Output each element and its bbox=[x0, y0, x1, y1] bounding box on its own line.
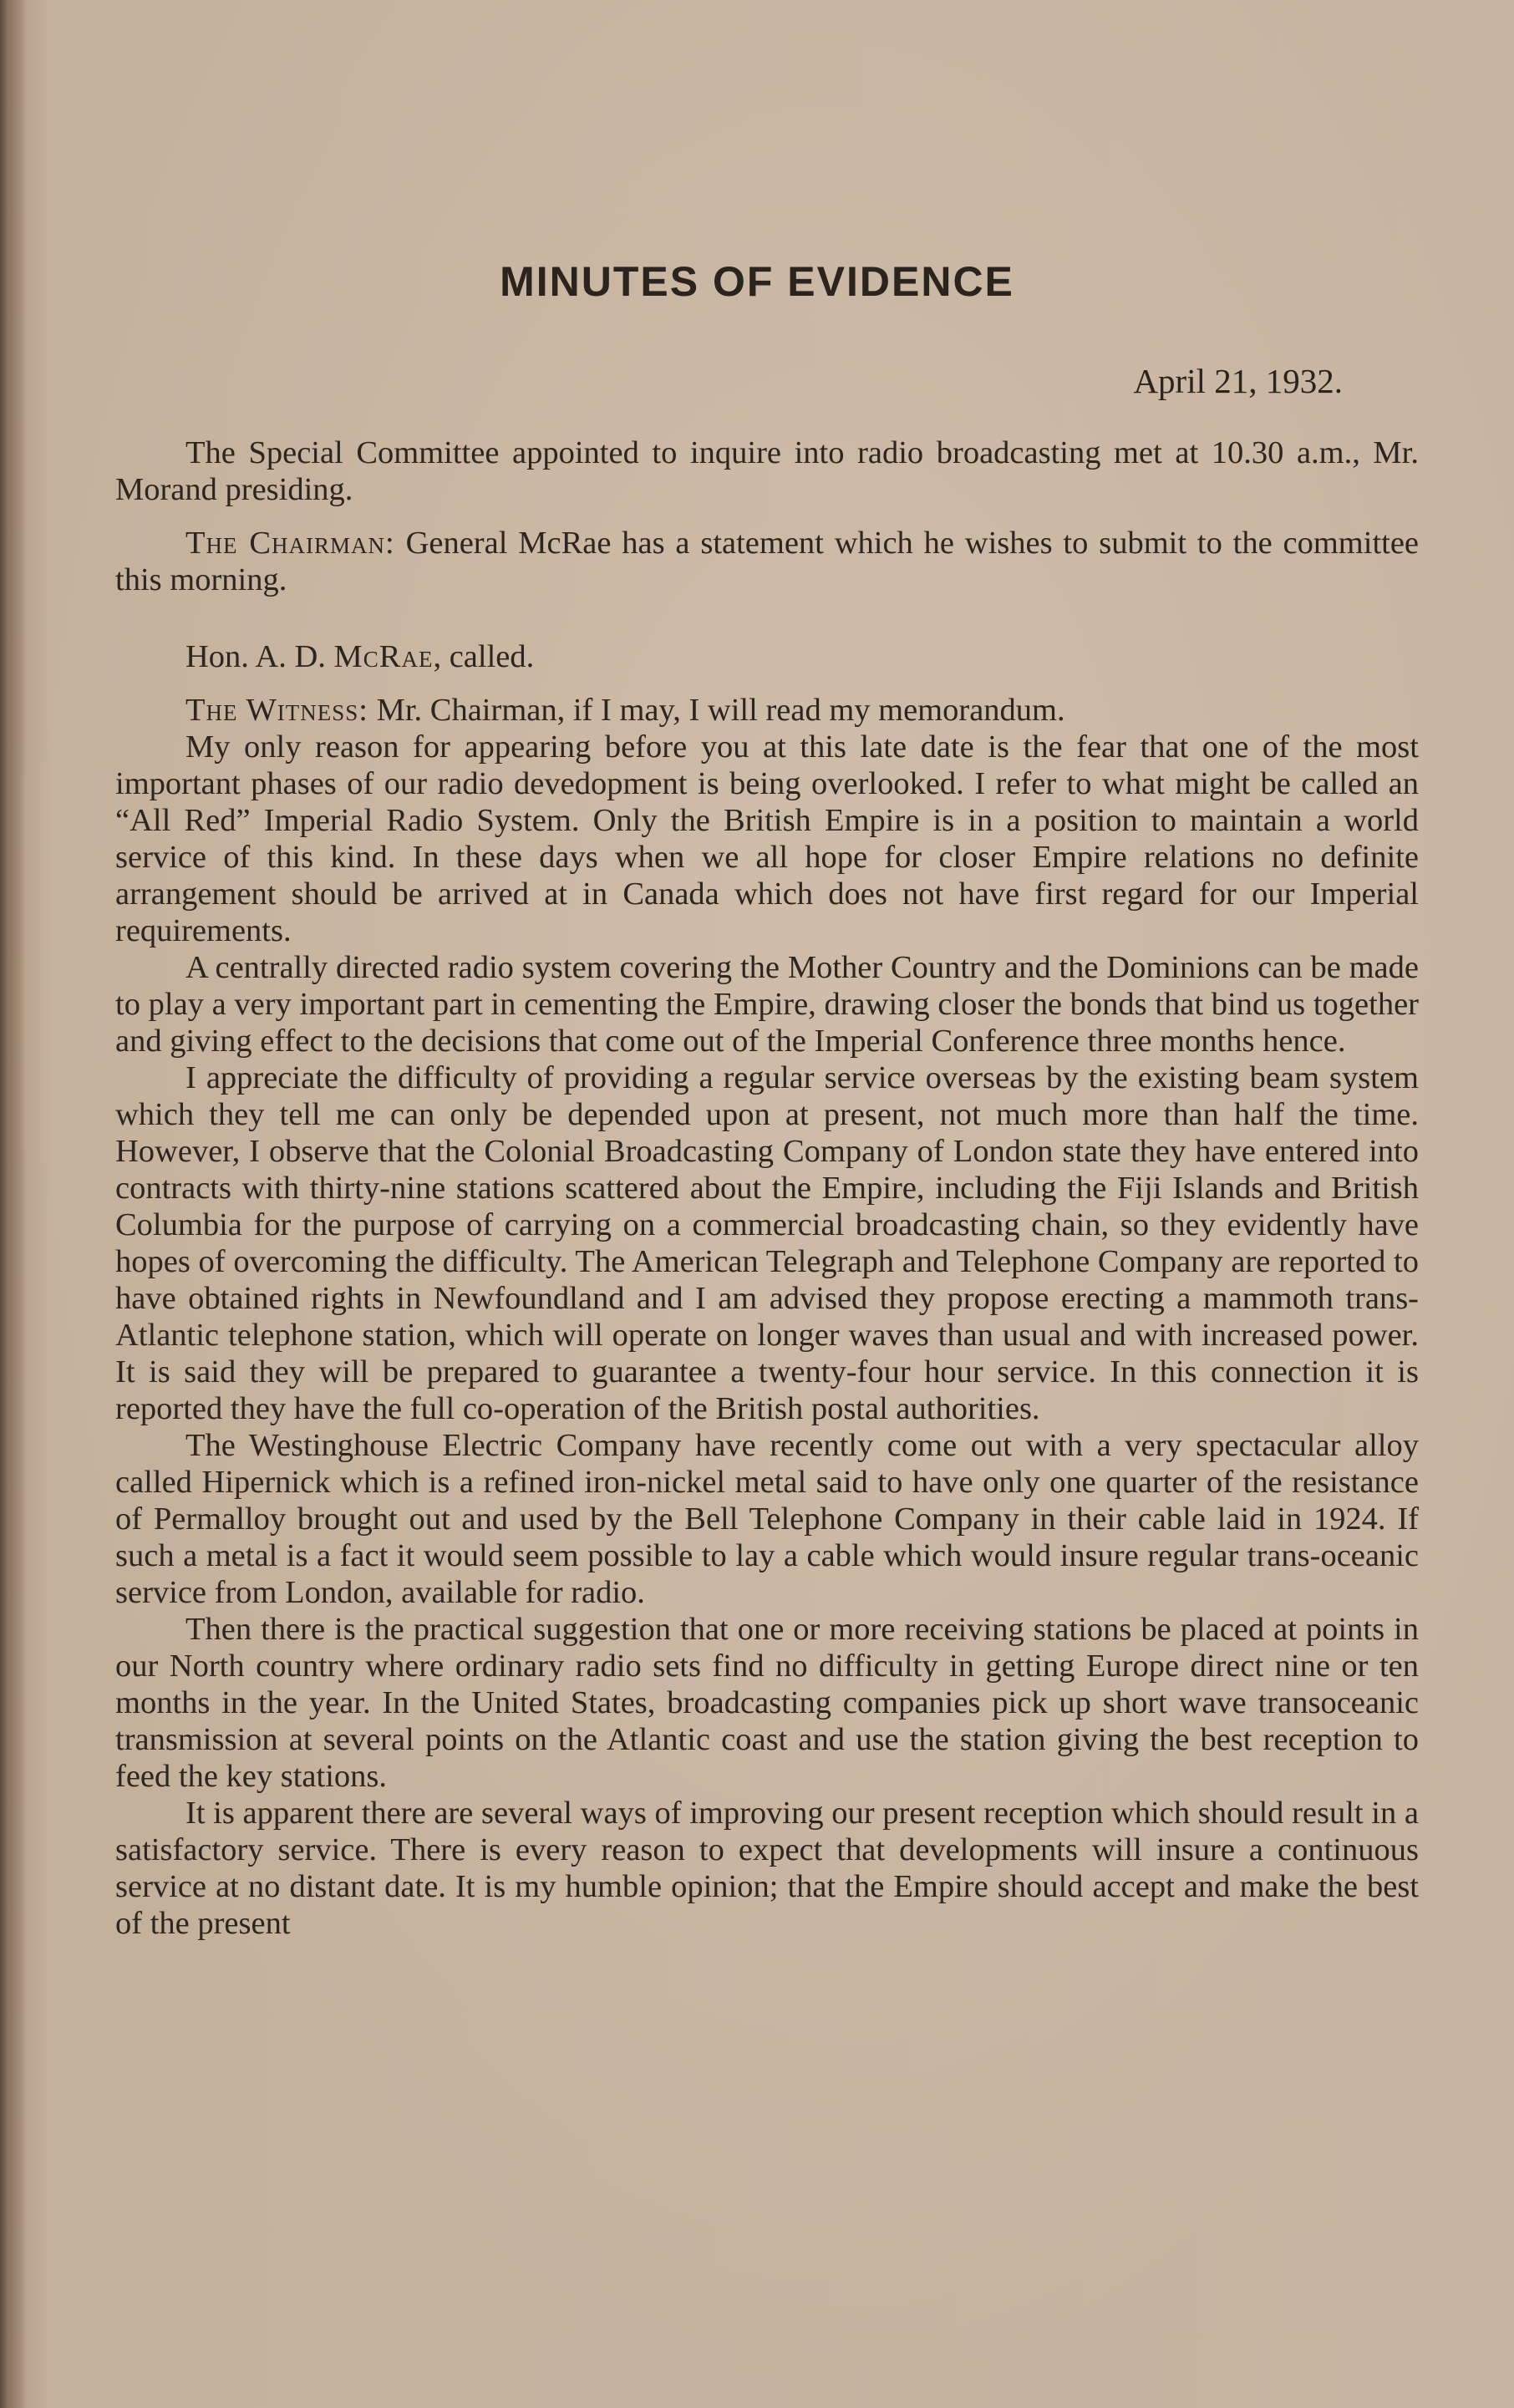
called-prefix: Hon. A. D. bbox=[185, 639, 334, 674]
witness-statement bbox=[115, 692, 1419, 729]
document-body bbox=[115, 434, 1419, 1942]
chairman-text: General McRae has a statement which he wishes to submit to the committee this morning. bbox=[115, 526, 1420, 597]
called-name: McRae bbox=[333, 639, 434, 674]
body-paragraph: A centrally directed radio system covering the Mother Country and the Dominions can be made to play a very important part in cementing the Empire, drawing closer the bonds that bind us together and giving effect to the decisions that come out of the Imperial Conference three months hence. bbox=[115, 950, 1419, 1059]
body-paragraph: I appreciate the difficulty of providing a regular service overseas by the existing beam system which they tell me can only be depended upon at present, not much more than half the time. However, I observe that the Colonial Broadcasting Company of London state they have entered into contracts with thirty-nine stations scattered about the Empire, including the Fiji Islands and British Columbia for the purpose of carrying on a commercial broadcasting chain, so they evidently have hopes of overcoming the difficulty. The American Telegraph and Telephone Company are reported to have obtained rights in Newfoundland and I am advised they propose erecting a mammoth trans-Atlantic telephone station, which will operate on longer waves than usual and with increased power. It is said they will be prepared to guarantee a twenty-four hour service. In this connection it is reported they have the full co-operation of the British postal authorities. bbox=[115, 1060, 1419, 1426]
witness-label: The Witness: bbox=[185, 693, 368, 728]
called-suffix: , called. bbox=[433, 639, 535, 674]
body-paragraph: It is apparent there are several ways of improving our present reception which should result in a satisfactory service. There is every reason to expect that developments will insure a continuous service at no distant date. It is my humble opinion; that the Empire should accept and make the best of the present bbox=[115, 1796, 1419, 1941]
chairman-label: The Chairman: bbox=[185, 526, 395, 561]
opening-paragraph: The Special Committee appointed to inquire into radio broadcasting met at 10.30 a.m., Mr. Morand presiding. bbox=[115, 435, 1419, 507]
chairman-statement bbox=[115, 525, 1419, 598]
witness-text: Mr. Chairman, if I may, I will read my memorandum. bbox=[376, 693, 1065, 728]
witness-called-line bbox=[115, 638, 1419, 675]
body-paragraph: Then there is the practical suggestion that one or more receiving stations be placed at points in our North country where ordinary radio sets find no difficulty in getting Europe direct nine or ten months in the year. In the United States, broadcasting companies pick up short wave transoceanic transmission at several points on the Atlantic coast and use the station giving the best reception to feed the key stations. bbox=[115, 1612, 1419, 1794]
page-title: MINUTES OF EVIDENCE bbox=[500, 258, 1014, 305]
body-paragraph: The Westinghouse Electric Company have recently come out with a very spectacular alloy called Hipernick which is a refined iron-nickel metal said to have only one quarter of the resistance of Permalloy brought out and used by the Bell Telephone Company in their cable laid in 1924. If such a metal is a fact it would seem possible to lay a cable which would insure regular trans-oceanic service from London, available for radio. bbox=[115, 1428, 1419, 1610]
session-date: April 21, 1932. bbox=[1133, 362, 1343, 400]
body-paragraph: My only reason for appearing before you at this late date is the fear that one of the most important phases of our radio devedopment is being overlooked. I refer to what might be called an “All Red” Imperial Radio System. Only the British Empire is in a position to maintain a world service of this kind. In these days when we all hope for closer Empire relations no definite arrangement should be arrived at in Canada which does not have first regard for our Imperial requirements. bbox=[115, 729, 1419, 948]
binding-edge bbox=[0, 0, 25, 2408]
